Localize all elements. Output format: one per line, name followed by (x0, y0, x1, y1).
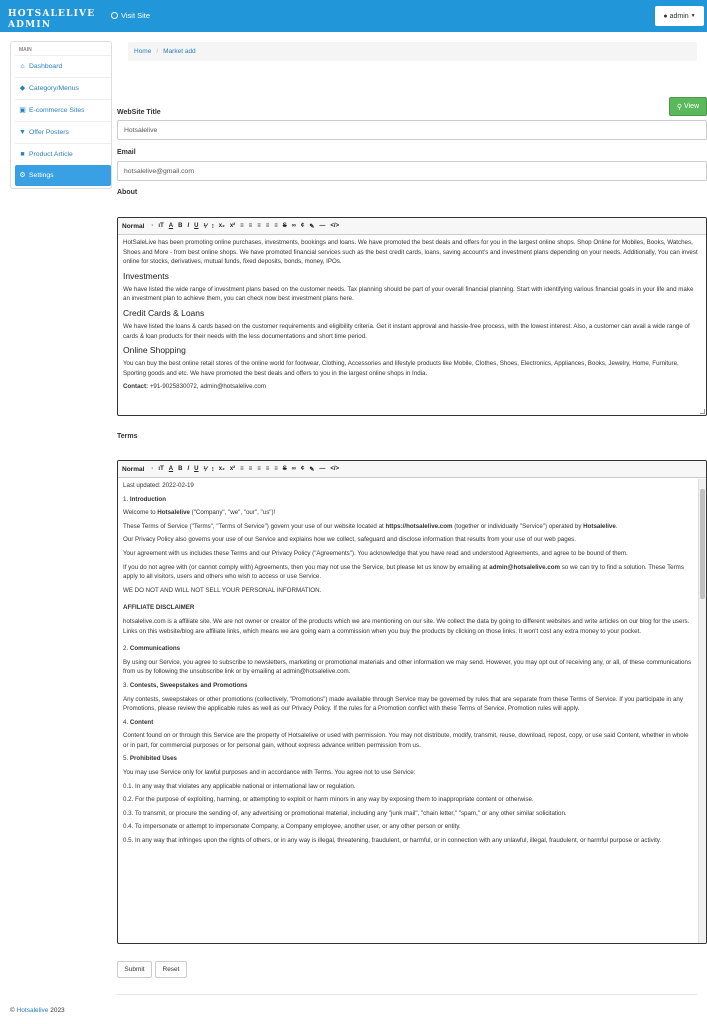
font-size-icon[interactable]: ιT (158, 466, 164, 472)
text-color-icon[interactable]: A (168, 223, 174, 229)
about-paragraph: We have listed the wide range of investment plans based on the customer needs. Tax planning should be part of your overall financial planning. Start with identifying various financial goals in your life and make an investment plan to achieve them, you can check now best investment plans here. (123, 285, 694, 303)
resize-handle[interactable] (700, 409, 705, 414)
code-view-icon[interactable]: </> (330, 466, 340, 472)
cart-icon: ▣ (19, 106, 26, 114)
sidebar-item-label: E-commerce Sites (29, 106, 85, 114)
user-menu-button[interactable] (655, 6, 704, 26)
user-menu-label: admin (669, 12, 689, 20)
caret-down-icon: ▼ (690, 13, 696, 19)
terms-paragraph: 0.2. For the purpose of exploiting, harming, or attempting to exploit or harm minors in any way by exposing them to inappropriate content or otherwise. (123, 796, 534, 804)
sidebar-item-label: Dashboard (29, 62, 63, 70)
sidebar-item-ecommerce-sites[interactable] (15, 99, 111, 120)
terms-section-heading (123, 644, 692, 654)
text: ("Company", "we", "our", "us")! (189, 509, 276, 517)
ordered-list-icon[interactable]: ⅟ (203, 466, 207, 473)
terms-paragraph: Any contests, sweepstakes or other promotions (collectively, "Promotions") made available through Service may be governed by rules that are separate from these Terms of Service. If you participate in any Promotions, please review the applicable rules as well as our Privacy Policy. If the rules for a Promotion conflict with these Terms of Service, Promotion rules will apply. (123, 695, 683, 713)
search-icon: ⚲ (676, 103, 683, 111)
about-heading-credit-cards: Credit Cards & Loans (123, 307, 205, 318)
eraser-icon[interactable]: ✎ (309, 466, 315, 473)
link-icon[interactable]: ∞ (291, 466, 297, 472)
section-number: 4. (123, 718, 130, 726)
strikethrough-icon[interactable]: S (282, 223, 287, 229)
view-button[interactable] (669, 97, 707, 116)
terms-paragraph: Content found on or through this Service are the property of Hotsalelive or used with permission. You may not distribute, modify, transmit, reuse, download, repost, copy, or use said Content, whether in whole or in part, for commercial purposes or for personal gain, without express advance written permission from us. (123, 732, 689, 749)
terms-paragraph: 0.4. To impersonate or attempt to impersonate Company, a Company employee, another user, or any other person or entity. (123, 823, 461, 831)
about-heading-online-shopping: Online Shopping (123, 345, 186, 356)
sidebar-item-offer-posters[interactable] (15, 121, 111, 142)
terms-section-heading (123, 681, 692, 691)
footer-divider (117, 994, 697, 995)
section-number: 2. (123, 645, 130, 653)
terms-scrollbar[interactable] (698, 479, 706, 943)
indent-icon[interactable]: ≡ (240, 223, 244, 229)
site-url: https://hotsalelive.com (385, 522, 453, 530)
section-title: Communications (129, 645, 181, 653)
terms-editor-toolbar (118, 461, 706, 478)
terms-section-heading (123, 754, 692, 764)
terms-label: Terms (117, 433, 138, 440)
terms-paragraph: By using our Service, you agree to subscribe to newsletters, marketing or promotional materials and other information we may send. However, you may opt out of receiving any, or all, of these communications from us by following the unsubscribe link or by emailing at admin@hotsalelive.com. (123, 658, 692, 676)
company-name: Hotsalelive (583, 522, 616, 530)
align-left-icon[interactable]: ≡ (257, 466, 261, 472)
section-title: Contests, Sweepstakes and Promotions (129, 681, 248, 689)
view-button-label: View (684, 103, 700, 110)
sidebar-item-settings[interactable] (15, 165, 111, 186)
text: so we can try to find a solution. These Terms apply to all visitors, users and others who wish to access or use Service. (123, 563, 684, 581)
terms-updated: Last updated: 2022-02-19 (123, 482, 194, 489)
sidebar-title: MAIN (19, 47, 32, 53)
align-left-icon[interactable]: ≡ (257, 223, 261, 229)
strikethrough-icon[interactable]: S (282, 466, 287, 472)
terms-paragraph (123, 563, 692, 582)
terms-editor-content[interactable] (118, 478, 706, 853)
link-icon[interactable]: ∞ (291, 223, 297, 229)
email-input[interactable]: hotsalelive@gmail.com (117, 161, 707, 181)
superscript-icon[interactable]: x² (229, 223, 236, 229)
code-view-icon[interactable]: </> (330, 223, 340, 229)
font-size-icon[interactable]: ιT (158, 223, 164, 229)
reset-button[interactable]: Reset (155, 961, 187, 978)
section-number: 3. (123, 681, 130, 689)
text: These Terms of Service ("Terms", "Terms of Service") govern your use of our website located at (123, 522, 386, 530)
terms-paragraph: 0.1. In any way that violates any applicable national or international law or regulation. (123, 782, 356, 790)
about-paragraph: HotSaleLive has been promoting online purchases, investments, bookings and loans. We have promoted the best deals and offers for you in the largest online shops. Shop Online for Mobiles, Books, Watches, Shoes and More - from best online shops. We have promoted financial services such as the best credit cards, loans, saving account's and investment plans depending on your needs. Additionally, You can invest online for stocks, derivatives, mutual funds, fixed deposits, bonds, money, IPOs. (123, 239, 698, 266)
text: (together or individually "Service") operated by (452, 522, 584, 530)
globe-icon (111, 12, 118, 19)
unordered-list-icon[interactable]: ⁝ (211, 223, 214, 230)
superscript-icon[interactable]: x² (229, 466, 236, 472)
terms-paragraph: Our Privacy Policy also governs your use of our Service and explains how we collect, safeguard and disclose information that results from your use of our web pages. (123, 536, 576, 544)
sidebar (10, 41, 112, 189)
breadcrumb-separator: / (156, 48, 159, 55)
align-center-icon[interactable]: ≡ (265, 466, 270, 472)
website-title-input[interactable]: Hotsalelive (117, 120, 707, 140)
unordered-list-icon[interactable]: ⁝ (211, 466, 214, 473)
about-paragraph: We have listed the loans & cards based on the customer requirements and eligibility criteria. Get it instant approval and hassle-free process, with the lowest interest. Also, a customer can avail a wide range of cards & loan products for their needs with the less documentations and short time period. (123, 322, 690, 340)
format-select[interactable]: Normal (122, 465, 145, 473)
sidebar-item-category-menus[interactable] (15, 77, 111, 98)
italic-icon[interactable]: I (187, 466, 190, 472)
outdent-icon[interactable]: ≡ (248, 466, 253, 472)
email-label: Email (117, 149, 136, 156)
section-title: AFFILIATE DISCLAIMER (123, 604, 195, 612)
submit-button[interactable]: Submit (117, 961, 152, 978)
visit-site-label: Visit Site (121, 11, 151, 20)
briefcase-icon: ■ (20, 150, 25, 158)
scrollbar-thumb[interactable] (700, 489, 705, 599)
text-color-icon[interactable]: A (168, 466, 174, 472)
contact-value: +91-9025830072, admin@hotsalelive.com (148, 383, 266, 391)
sidebar-item-label: Product Article (29, 150, 73, 158)
underline-icon[interactable]: U (194, 466, 199, 472)
terms-paragraph: 0.5. In any way that infringes upon the rights of others, or in any way is illegal, threatening, fraudulent, or harmful, or in connection with any unlawful, illegal, fraudulent, or harmful purpose or activity. (123, 837, 662, 845)
text: If you do not agree with (or cannot comply with) Agreements, then you may not use the Service, but please let us know by emailing at (123, 563, 490, 571)
section-title: Prohibited Uses (129, 755, 177, 763)
brand-line-2: ADMIN (8, 20, 52, 30)
about-editor-toolbar (118, 218, 706, 235)
unlink-icon[interactable]: ¢ (301, 223, 305, 229)
email: admin@hotsalelive.com (489, 563, 560, 571)
gear-icon: ⚙ (19, 172, 26, 179)
sidebar-item-product-article[interactable] (15, 143, 111, 164)
filter-icon: ▼ (19, 128, 26, 136)
sidebar-item-label: Settings (29, 172, 54, 179)
home-icon: ⌂ (20, 62, 25, 70)
outdent-icon[interactable]: ≡ (248, 223, 253, 229)
align-center-icon[interactable]: ≡ (265, 223, 270, 229)
sidebar-item-label: Category/Menus (29, 84, 79, 92)
breadcrumb-home-link[interactable]: Home (134, 48, 152, 55)
section-title: Introduction (129, 495, 166, 503)
company-name: Hotsalelive (157, 509, 190, 517)
website-title-label: WebSite Title (117, 109, 161, 116)
tag-icon: ◆ (19, 84, 26, 92)
section-number: 5. (123, 755, 130, 763)
indent-icon[interactable]: ≡ (240, 466, 244, 472)
terms-section-heading (123, 495, 692, 505)
user-icon: ● (663, 12, 668, 20)
format-select[interactable]: Normal (122, 222, 145, 230)
breadcrumb (128, 42, 697, 61)
footer-year: 2023 (48, 1007, 65, 1014)
sidebar-item-label: Offer Posters (29, 128, 69, 136)
text: Welcome to (123, 509, 158, 517)
visit-site-link[interactable] (111, 11, 150, 20)
align-right-icon[interactable]: ≡ (274, 466, 278, 472)
terms-paragraph: Your agreement with us includes these Terms and our Privacy Policy ("Agreements"). You acknowledge that you have read and understood Agreements, and agree to be bound of them. (123, 549, 628, 557)
subscript-icon[interactable]: x₂ (218, 466, 225, 472)
section-title: Content (129, 718, 154, 726)
bold-icon[interactable]: B (178, 466, 183, 472)
contact-label: Contact: (123, 383, 149, 391)
terms-paragraph: You may use Service only for lawful purposes and in accordance with Terms. You agree not to use Service: (123, 769, 416, 777)
copyright-symbol: © (10, 1007, 17, 1014)
about-editor (117, 217, 707, 416)
terms-editor (117, 460, 707, 944)
terms-paragraph (123, 508, 692, 518)
about-paragraph: You can buy the best online retail stores of the online world for footwear, Clothing, Accessories and lifestyle products like Mobile, Clothes, Shoes, Electronics, Appliances, Books, Jewelry, Home, Furniture, Sporting goods and etc. We have promoted the best deals and offers to you in the largest online shops in India. (123, 360, 679, 377)
top-navbar (0, 0, 707, 32)
section-number: 1. (123, 495, 130, 503)
text: . (615, 522, 618, 530)
unlink-icon[interactable]: ¢ (301, 466, 305, 472)
footer (10, 1007, 65, 1014)
terms-paragraph: hotsalelive.com is a affiliate site. We are not owner or creator of the products which we are mentioning on our site. We collect the data by going to different websites and write articles on our blog for the users. Links on this website/blog are affiliate links, which means we are going earn a commission when you buy the products by clicking on those links. It won't cost any extra money to your pocket. (123, 617, 690, 635)
terms-paragraph: 0.3. To transmit, or procure the sending of, any advertising or promotional material, including any "junk mail", "chain letter," "spam," or any other similar solicitation. (123, 809, 567, 817)
brand-logo[interactable] (8, 9, 95, 31)
horizontal-rule-icon[interactable]: — (319, 466, 326, 472)
terms-paragraph (123, 522, 692, 532)
italic-icon[interactable]: I (187, 223, 190, 229)
terms-paragraph: WE DO NOT AND WILL NOT SELL YOUR PERSONAL INFORMATION. (123, 586, 322, 594)
toolbar-button[interactable]: · (151, 466, 154, 472)
about-contact (123, 382, 701, 392)
about-label: About (117, 189, 138, 196)
footer-link[interactable]: Hotsalelive (16, 1007, 49, 1014)
brand-line-1: HOTSALELIVE (8, 9, 96, 19)
about-editor-content[interactable] (118, 235, 706, 399)
toolbar-button[interactable]: · (151, 223, 154, 229)
subscript-icon[interactable]: x₂ (218, 223, 225, 229)
terms-section-heading (123, 603, 692, 613)
align-right-icon[interactable]: ≡ (274, 223, 278, 229)
bold-icon[interactable]: B (178, 223, 183, 229)
horizontal-rule-icon[interactable]: — (319, 223, 326, 229)
ordered-list-icon[interactable]: ⅟ (203, 223, 207, 230)
sidebar-item-dashboard[interactable] (15, 55, 111, 76)
eraser-icon[interactable]: ✎ (309, 223, 315, 230)
breadcrumb-current[interactable]: Market add (163, 48, 196, 55)
terms-section-heading (123, 718, 692, 728)
about-heading-investments: Investments (123, 270, 169, 281)
underline-icon[interactable]: U (194, 223, 199, 229)
